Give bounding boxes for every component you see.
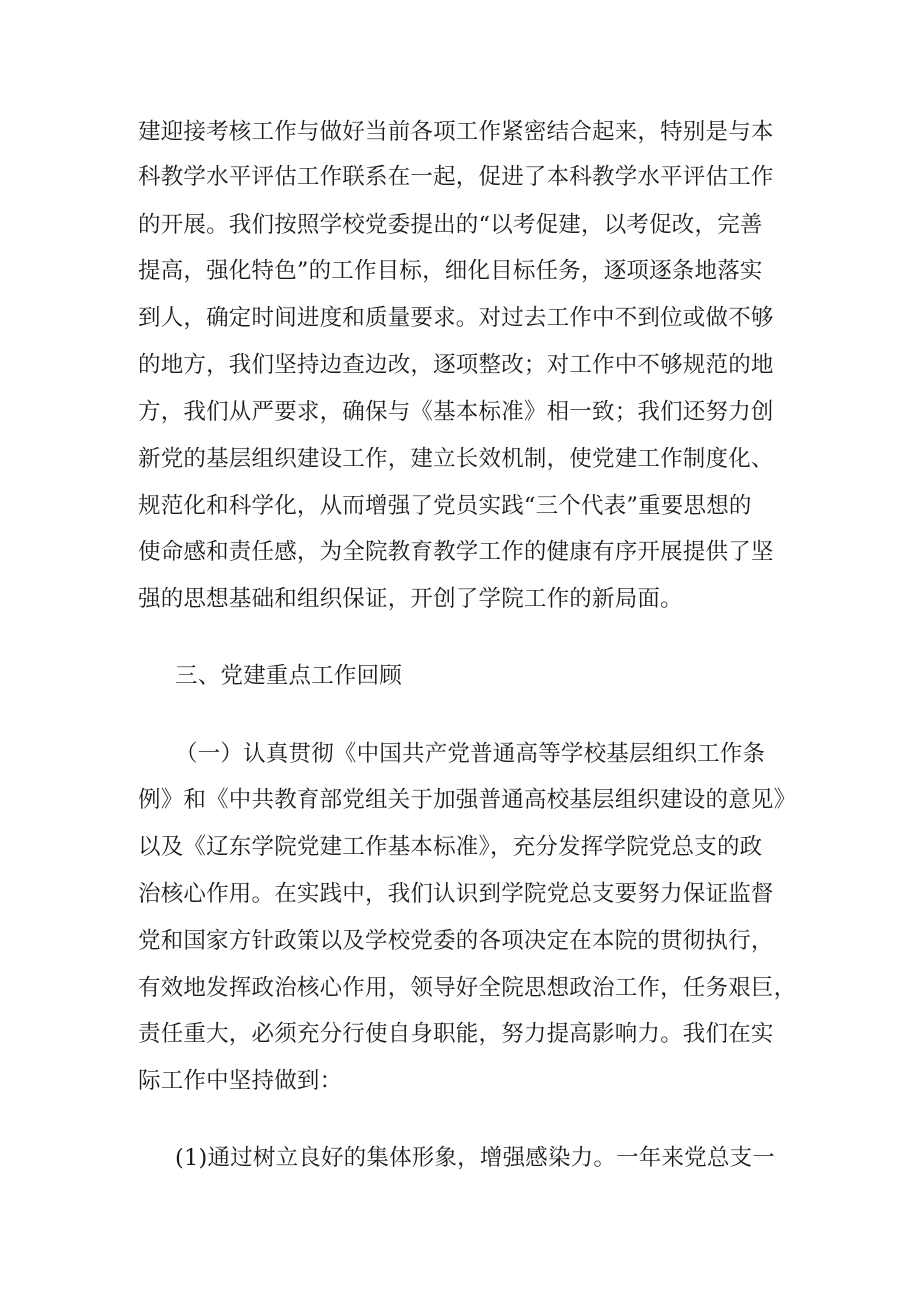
paragraph-2-line-2: 例》和《中共教育部党组关于加强普通高校基层组织建设的意见》 bbox=[138, 787, 797, 813]
paragraph-3-line-1: (1)通过树立良好的集体形象，增强感染力。一年来党总支一 bbox=[175, 1145, 775, 1171]
paragraph-1-line-4: 提高，强化特色”的工作目标，细化目标任务，逐项逐条地落实 bbox=[138, 258, 763, 284]
paragraph-1-line-10: 使命感和责任感，为全院教育教学工作的健康有序开展提供了坚 bbox=[138, 539, 774, 565]
paragraph-2-line-4: 治核心作用。在实践中，我们认识到学院党总支要努力保证监督 bbox=[138, 881, 774, 907]
paragraph-2-line-3: 以及《辽东学院党建工作基本标准》，充分发挥学院党总支的政 bbox=[138, 834, 763, 860]
paragraph-1-line-8: 新党的基层组织建设工作，建立长效机制，使党建工作制度化、 bbox=[138, 446, 774, 472]
section-heading: 三、党建重点工作回顾 bbox=[175, 663, 403, 689]
paragraph-1-line-6: 的地方，我们坚持边查边改，逐项整改；对工作中不够规范的地 bbox=[138, 352, 774, 378]
paragraph-2-line-5: 党和国家方针政策以及学校党委的各项决定在本院的贯彻执行， bbox=[138, 928, 774, 954]
paragraph-1-line-9: 规范化和科学化，从而增强了党员实践“三个代表”重要思想的 bbox=[138, 493, 752, 519]
paragraph-2-line-6: 有效地发挥政治核心作用，领导好全院思想政治工作，任务艰巨， bbox=[138, 975, 797, 1001]
paragraph-1-line-3: 的开展。我们按照学校党委提出的“以考促建，以考促改，完善 bbox=[138, 212, 763, 238]
paragraph-1-line-2: 科教学水平评估工作联系在一起，促进了本科教学水平评估工作 bbox=[138, 164, 774, 190]
paragraph-1-line-5: 到人，确定时间进度和质量要求。对过去工作中不到位或做不够 bbox=[138, 305, 774, 331]
paragraph-2-line-8: 际工作中坚持做到： bbox=[138, 1068, 343, 1094]
paragraph-1-line-1: 建迎接考核工作与做好当前各项工作紧密结合起来，特别是与本 bbox=[138, 119, 774, 145]
paragraph-2-line-7: 责任重大，必须充分行使自身职能，努力提高影响力。我们在实 bbox=[138, 1021, 774, 1047]
paragraph-1-line-11: 强的思想基础和组织保证，开创了学院工作的新局面。 bbox=[138, 586, 683, 612]
paragraph-2-line-1: （一）认真贯彻《中国共产党普通高等学校基层组织工作条 bbox=[175, 741, 766, 767]
paragraph-1-line-7: 方，我们从严要求，确保与《基本标准》相一致；我们还努力创 bbox=[138, 399, 774, 425]
